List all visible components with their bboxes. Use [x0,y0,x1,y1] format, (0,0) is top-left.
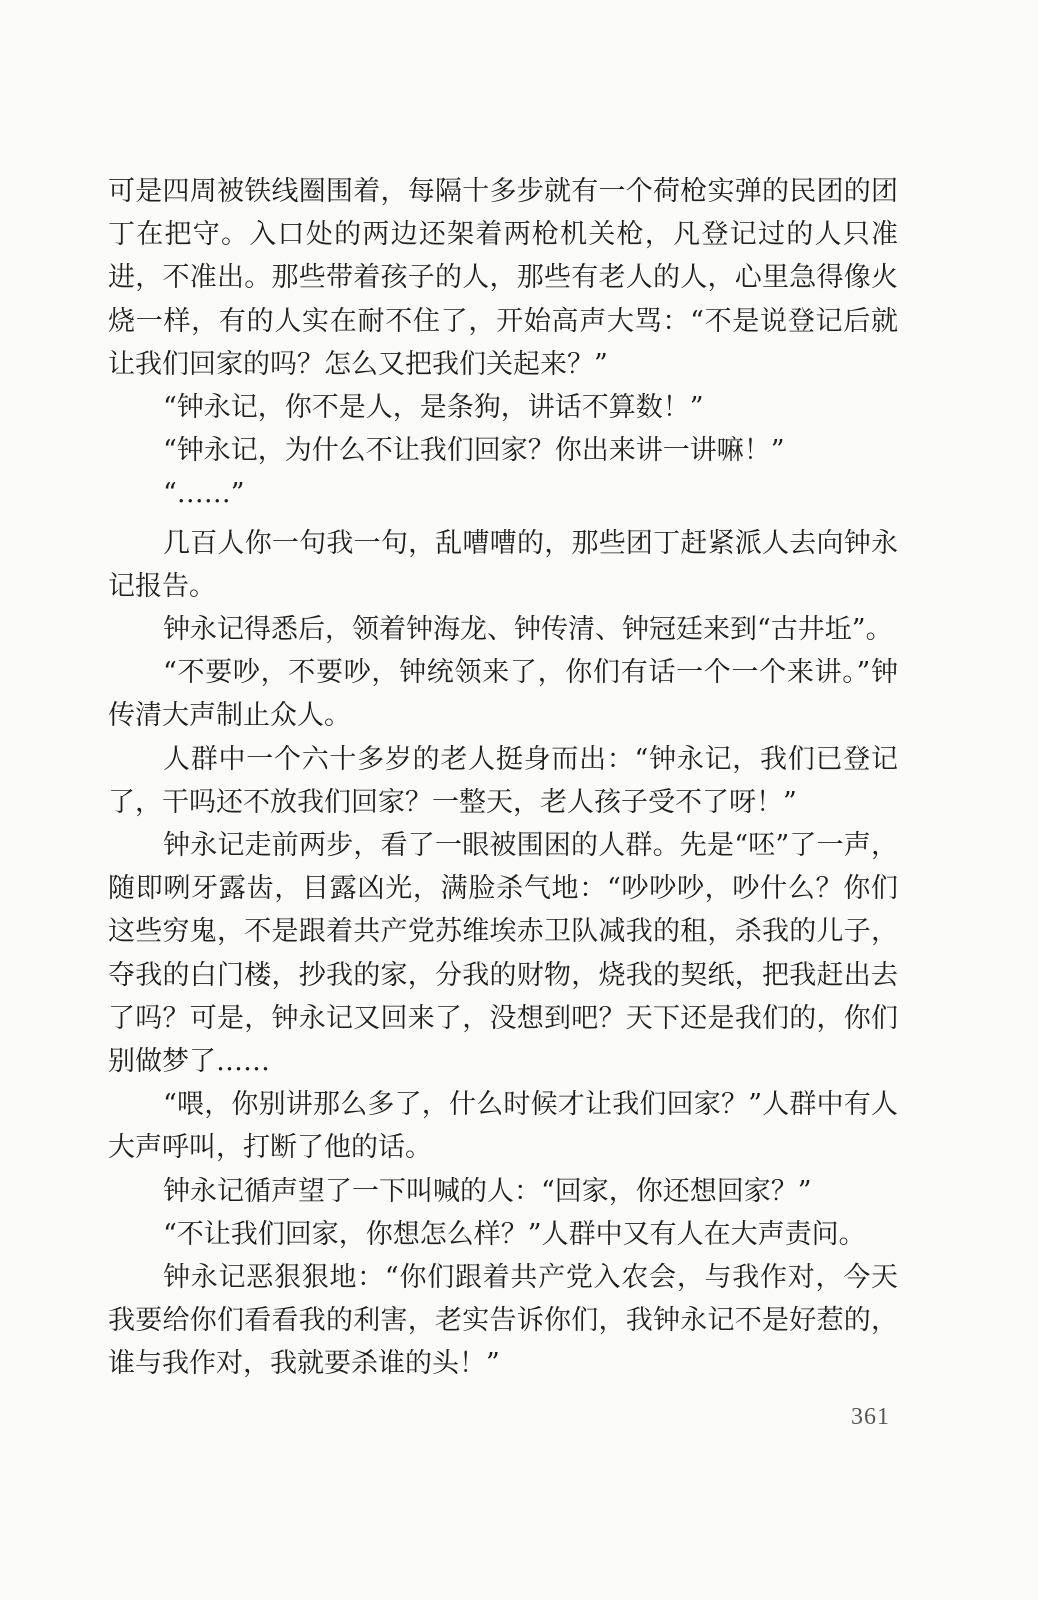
paragraph: 可是四周被铁线圈围着，每隔十多步就有一个荷枪实弹的民团的团丁在把守。入口处的两边还架着两枪机关枪，凡登记过的人只准进，不准出。那些带着孩子的人，那些有老人的人，心里急得像火烧一样，有的人实在耐不住了，开始高声大骂：“不是说登记后就让我们回家的吗？怎么又把我们关起来？” [108,176,898,380]
paragraph: 钟永记循声望了一下叫喊的人：“回家，你还想回家？” [163,1175,812,1207]
paragraph: “不要吵，不要吵，钟统领来了，你们有话一个一个来讲。”钟传清大声制止众人。 [108,657,898,732]
paragraph: “喂，你别讲那么多了，什么时候才让我们回家？”人群中有人大声呼叫，打断了他的话。 [108,1089,898,1164]
paragraph: 人群中一个六十多岁的老人挺身而出：“钟永记，我们已登记了，干吗还不放我们回家？一整天，老人孩子受不了呀！” [108,743,898,818]
paragraph: “不让我们回家，你想怎么样？”人群中又有人在大声责问。 [163,1218,866,1250]
page-number: 361 [851,1404,890,1430]
paragraph: “……” [163,478,245,510]
body-text [108,170,898,1386]
paragraph: 钟永记走前两步，看了一眼被围困的人群。先是“呸”了一声，随即咧牙露齿，目露凶光，满脸杀气地：“吵吵吵，吵什么？你们这些穷鬼，不是跟着共产党苏维埃赤卫队减我的租，杀我的儿子，夺我的白门楼，抄我的家，分我的财物，烧我的契纸，把我赶出去了吗？可是，钟永记又回来了，没想到吧？天下还是我们的，你们别做梦了…… [108,830,898,1078]
paragraph: 几百人你一句我一句，乱嘈嘈的，那些团丁赶紧派人去向钟永记报告。 [108,527,898,602]
paragraph: 钟永记恶狠狠地：“你们跟着共产党入农会，与我作对，今天我要给你们看看我的利害，老实告诉你们，我钟永记不是好惹的，谁与我作对，我就要杀谁的头！” [108,1262,898,1380]
paragraph: 钟永记得悉后，领着钟海龙、钟传清、钟冠廷来到“古井坵”。 [163,614,893,646]
paragraph: “钟永记，你不是人，是条狗，讲话不算数！” [163,392,704,424]
paragraph: “钟永记，为什么不让我们回家？你出来讲一讲嘛！” [163,435,785,467]
